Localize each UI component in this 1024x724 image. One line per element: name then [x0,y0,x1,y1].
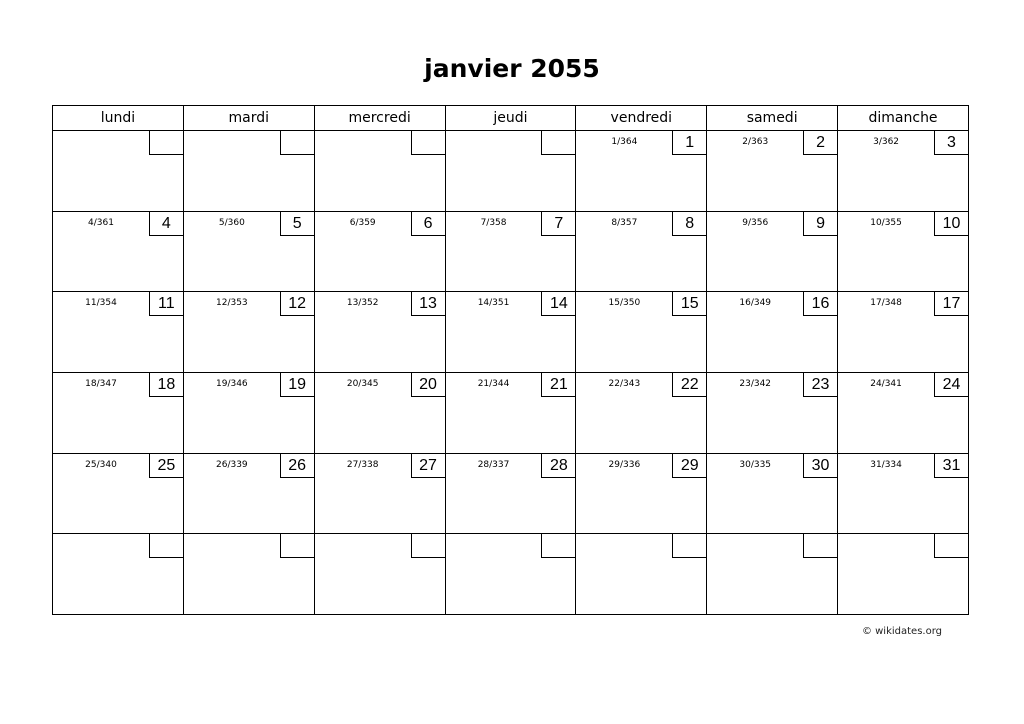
day-cell [707,453,838,534]
day-cell [445,372,576,453]
day-of-year-label: 27/338 [346,459,379,470]
day-cell [445,453,576,534]
day-number [149,131,183,155]
day-cell [576,534,707,615]
day-of-year-label: 24/341 [870,378,902,389]
day-of-year-label: 1/364 [611,137,638,147]
day-number: 27 [411,454,445,478]
day-cell [53,372,184,453]
day-number: 21 [541,373,575,397]
weekday-header-row [53,106,969,131]
weekday-header: lundi [53,106,184,131]
day-cell [707,534,838,615]
day-of-year-label: 22/343 [608,378,641,389]
day-cell [314,372,445,453]
week-row [53,211,969,292]
day-cell [314,453,445,534]
day-cell [183,372,314,453]
day-number: 29 [672,454,706,478]
calendar-grid [52,105,969,615]
day-number: 19 [280,373,314,397]
weekday-header: mardi [183,106,314,131]
day-number: 12 [280,292,314,316]
day-of-year-label: 30/335 [739,459,772,470]
copyright-footer: © wikidates.org [861,626,942,637]
day-number: 2 [803,131,837,155]
day-of-year-label: 15/350 [608,298,641,309]
day-number: 15 [672,292,706,316]
day-of-year-label: 7/358 [480,217,507,228]
day-number: 25 [149,454,183,478]
day-number [280,131,314,155]
day-of-year-label: 4/361 [88,217,114,228]
weekday-header: vendredi [576,106,707,131]
day-number: 23 [803,373,837,397]
day-number [541,131,575,155]
day-cell [445,534,576,615]
day-number [934,534,968,558]
day-of-year-label: 23/342 [739,378,772,389]
week-row [53,372,969,453]
day-number: 5 [280,212,314,236]
day-number [411,131,445,155]
day-cell [314,211,445,292]
day-cell [53,131,184,212]
day-of-year-label: 18/347 [85,378,117,389]
day-cell [445,131,576,212]
day-number: 30 [803,454,837,478]
day-number [149,534,183,558]
day-of-year-label: 9/356 [742,217,769,228]
day-cell [53,211,184,292]
day-of-year-label: 19/346 [216,378,248,389]
day-cell [707,131,838,212]
day-cell [838,131,969,212]
day-cell [576,211,707,292]
day-of-year-label: 31/334 [870,459,902,470]
day-number: 7 [541,212,575,236]
day-number [672,534,706,558]
day-cell [576,372,707,453]
day-of-year-label: 8/357 [611,217,638,228]
day-cell [838,453,969,534]
day-number: 26 [280,454,314,478]
day-of-year-label: 13/352 [346,298,379,309]
day-cell [183,453,314,534]
day-number: 8 [672,212,706,236]
day-number: 13 [411,292,445,316]
day-number: 10 [934,212,968,236]
day-of-year-label: 14/351 [477,298,510,309]
weekday-header: samedi [707,106,838,131]
day-of-year-label: 2/363 [742,137,769,147]
weekday-header: mercredi [314,106,445,131]
weekday-header: dimanche [838,106,969,131]
calendar-body [53,131,969,615]
day-number [541,534,575,558]
day-of-year-label: 21/344 [477,378,510,389]
day-cell [183,131,314,212]
day-cell [445,292,576,373]
day-cell [838,372,969,453]
day-of-year-label: 3/362 [873,137,900,147]
day-cell [838,292,969,373]
day-cell [53,534,184,615]
day-cell [183,534,314,615]
day-number [280,534,314,558]
day-number: 31 [934,454,968,478]
day-cell [576,453,707,534]
day-number: 17 [934,292,968,316]
day-number: 1 [672,131,706,155]
day-cell [576,131,707,212]
week-row [53,292,969,373]
day-of-year-label: 6/359 [349,217,376,228]
day-of-year-label: 25/340 [85,459,117,470]
day-number: 4 [149,212,183,236]
week-row [53,131,969,212]
day-cell [838,211,969,292]
day-cell [838,534,969,615]
day-number: 14 [541,292,575,316]
day-number: 16 [803,292,837,316]
day-of-year-label: 12/353 [216,298,248,309]
day-number [411,534,445,558]
day-number: 9 [803,212,837,236]
day-cell [707,292,838,373]
day-cell [576,292,707,373]
day-number: 11 [149,292,183,316]
day-cell [314,534,445,615]
day-cell [314,131,445,212]
day-number: 20 [411,373,445,397]
day-cell [314,292,445,373]
day-cell [53,292,184,373]
week-row [53,534,969,615]
day-of-year-label: 20/345 [346,378,379,389]
week-row [53,453,969,534]
day-number: 3 [934,131,968,155]
calendar-title: janvier 2055 [424,54,600,83]
day-cell [53,453,184,534]
day-cell [707,211,838,292]
day-cell [183,211,314,292]
day-of-year-label: 26/339 [216,459,248,470]
day-number: 28 [541,454,575,478]
day-of-year-label: 5/360 [218,217,245,228]
day-number: 6 [411,212,445,236]
day-of-year-label: 11/354 [85,298,117,309]
day-number [803,534,837,558]
day-of-year-label: 17/348 [870,298,902,309]
day-of-year-label: 28/337 [477,459,510,470]
day-of-year-label: 16/349 [739,298,772,309]
day-of-year-label: 29/336 [608,459,641,470]
day-number: 18 [149,373,183,397]
day-number: 22 [672,373,706,397]
day-number: 24 [934,373,968,397]
day-of-year-label: 10/355 [870,217,902,228]
day-cell [707,372,838,453]
day-cell [183,292,314,373]
weekday-header: jeudi [445,106,576,131]
day-cell [445,211,576,292]
